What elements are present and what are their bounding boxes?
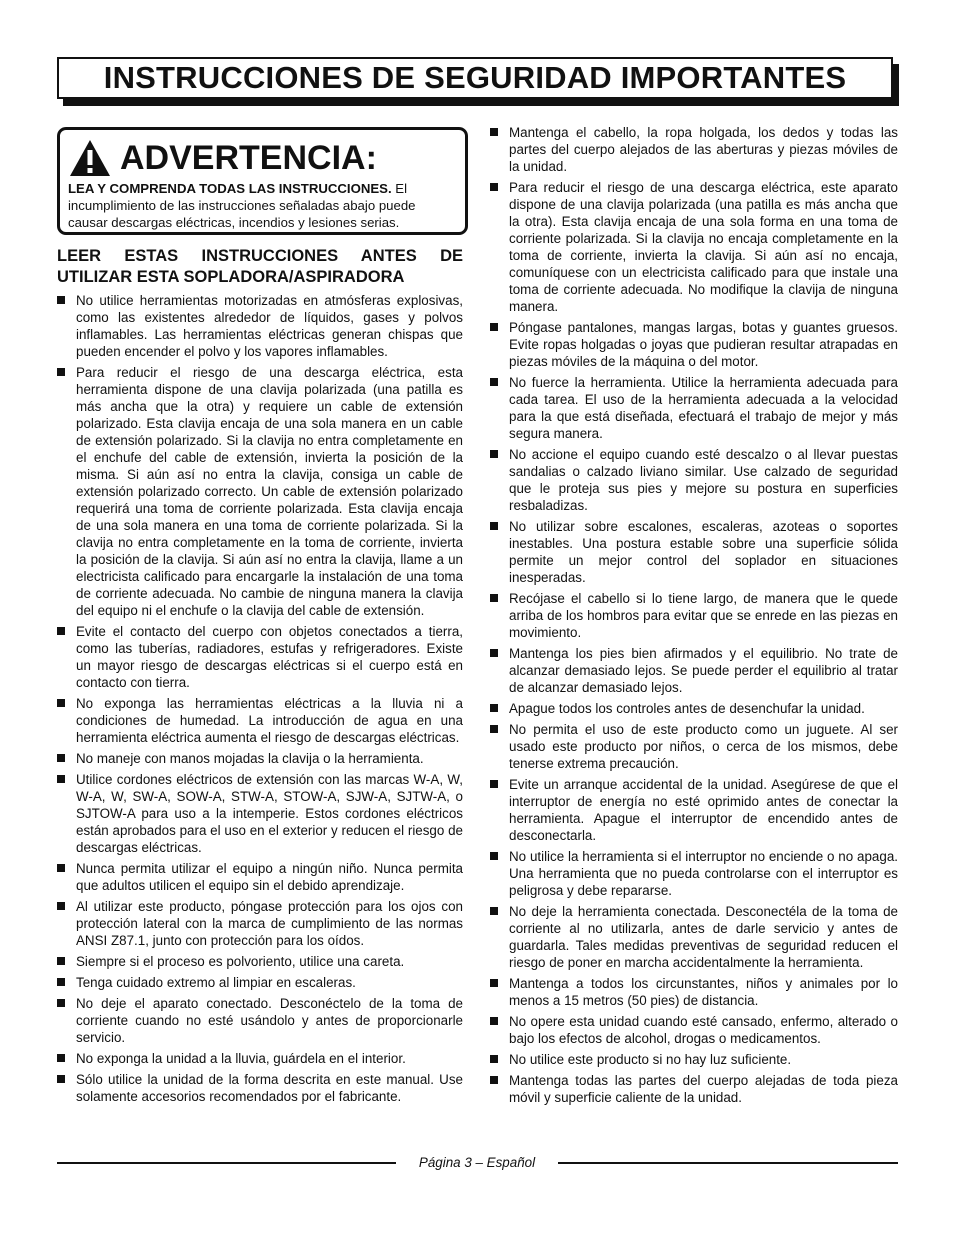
square-bullet-icon (57, 1054, 65, 1062)
warning-box (57, 127, 468, 235)
square-bullet-icon (57, 957, 65, 965)
square-bullet-icon (57, 864, 65, 872)
list-item: No exponga las herramientas eléctricas a la lluvia ni a condiciones de humedad. La introducción de agua en una herramienta eléctrica aumenta el riesgo de descargas eléctricas. (57, 695, 463, 746)
list-item: Nunca permita utilizar el equipo a ningún niño. Nunca permita que adultos utilicen el equipo sin el debido aprendizaje. (57, 860, 463, 894)
square-bullet-icon (490, 1076, 498, 1084)
square-bullet-icon (57, 296, 65, 304)
list-item: Mantenga el cabello, la ropa holgada, los dedos y todas las partes del cuerpo alejados de las aberturas y piezas móviles de la unidad. (490, 124, 898, 175)
square-bullet-icon (490, 1055, 498, 1063)
section-heading: LEER ESTAS INSTRUCCIONES ANTES DE UTILIZAR ESTA SOPLADORA/ASPIRADORA (57, 247, 463, 286)
square-bullet-icon (490, 450, 498, 458)
list-item: No accione el equipo cuando esté descalzo o al llevar puestas sandalias o calzado liviano similar. Use calzado de seguridad que le proteja sus pies y mejore su postura en superficies resbaladizas. (490, 446, 898, 514)
square-bullet-icon (57, 1075, 65, 1083)
warning-lead: LEA Y COMPRENDA TODAS LAS INSTRUCCIONES. (68, 181, 392, 196)
left-safety-list (57, 292, 463, 1109)
square-bullet-icon (490, 594, 498, 602)
warning-triangle-icon (68, 138, 112, 178)
list-item: No utilizar sobre escalones, escaleras, azoteas o soportes inestables. Una postura estable sobre una superficie sólida permite un mejor control del soplador en situaciones inesperadas. (490, 518, 898, 586)
square-bullet-icon (57, 775, 65, 783)
footer-rule-right (558, 1162, 898, 1164)
square-bullet-icon (490, 522, 498, 530)
list-item: Sólo utilice la unidad de la forma descrita en este manual. Use solamente accesorios recomendados por el fabricante. (57, 1071, 463, 1105)
square-bullet-icon (57, 902, 65, 910)
square-bullet-icon (57, 999, 65, 1007)
list-item: No maneje con manos mojadas la clavija o la herramienta. (57, 750, 463, 767)
square-bullet-icon (490, 1017, 498, 1025)
list-item: No utilice la herramienta si el interruptor no enciende o no apaga. Una herramienta que no pueda controlarse con el interruptor es peligrosa y debe repararse. (490, 848, 898, 899)
list-item: No utilice herramientas motorizadas en atmósferas explosivas, como las existentes alrededor de líquidos, gases y polvos inflamables. Las herramientas eléctricas generan chispas que pueden encender el polvo y los vapores inflamables. (57, 292, 463, 360)
list-item: No exponga la unidad a la lluvia, guárdela en el interior. (57, 1050, 463, 1067)
warning-header (68, 138, 377, 178)
square-bullet-icon (57, 368, 65, 376)
right-safety-list (490, 124, 898, 1110)
square-bullet-icon (490, 704, 498, 712)
footer-rule-left (57, 1162, 396, 1164)
square-bullet-icon (490, 378, 498, 386)
square-bullet-icon (490, 183, 498, 191)
list-item: Póngase pantalones, mangas largas, botas y guantes gruesos. Evite ropas holgadas o joyas que pudieran resultar atrapadas en piezas móviles de la máquina o del motor. (490, 319, 898, 370)
square-bullet-icon (57, 699, 65, 707)
list-item: Mantenga todas las partes del cuerpo alejadas de toda pieza móvil y superficie caliente de la unidad. (490, 1072, 898, 1106)
square-bullet-icon (490, 725, 498, 733)
list-item: No permita el uso de este producto como un juguete. Al ser usado este producto por niños, o cerca de los mismos, debe tenerse extrema precaución. (490, 721, 898, 772)
list-item: Siempre si el proceso es polvoriento, utilice una careta. (57, 953, 463, 970)
list-item: Mantenga los pies bien afirmados y el equilibrio. No trate de alcanzar demasiado lejos. Se puede perder el equilibrio al tratar de alcanzar demasiado lejos. (490, 645, 898, 696)
square-bullet-icon (490, 780, 498, 788)
square-bullet-icon (490, 649, 498, 657)
list-item: No fuerce la herramienta. Utilice la herramienta adecuada para cada tarea. El uso de la herramienta adecuada a la velocidad para la que está diseñada, efectuará el trabajo de mejor y más segura manera. (490, 374, 898, 442)
list-item: No opere esta unidad cuando esté cansado, enfermo, alterado o bajo los efectos de alcohol, drogas o medicamentos. (490, 1013, 898, 1047)
square-bullet-icon (490, 852, 498, 860)
list-item: Mantenga a todos los circunstantes, niños y animales por lo menos a 15 metros (50 pies) de distancia. (490, 975, 898, 1009)
warning-title: ADVERTENCIA: (120, 139, 377, 177)
list-item: Recójase el cabello si lo tiene largo, de manera que le quede arriba de los hombros para evitar que se enrede en las piezas en movimiento. (490, 590, 898, 641)
list-item: Evite un arranque accidental de la unidad. Asegúrese de que el interruptor de energía no esté oprimido antes de conectar la herramienta. Apague el interruptor de encendido antes de desconectarla. (490, 776, 898, 844)
list-item: No deje el aparato conectado. Desconéctelo de la toma de corriente cuando no esté usándolo y antes de proporcionarle servicio. (57, 995, 463, 1046)
list-item: Apague todos los controles antes de desenchufar la unidad. (490, 700, 898, 717)
square-bullet-icon (490, 979, 498, 987)
list-item: No deje la herramienta conectada. Desconectéla de la toma de corriente al no utilizarla, antes de darle servicio y antes de guardarla. Tales medidas preventivas de seguridad reducen el riesgo de poner en marcha accidentalmente la herramienta. (490, 903, 898, 971)
square-bullet-icon (490, 323, 498, 331)
square-bullet-icon (57, 627, 65, 635)
page-title: INSTRUCCIONES DE SEGURIDAD IMPORTANTES (103, 60, 847, 95)
warning-body-text: El incumplimiento de las instrucciones señaladas abajo puede causar descargas eléctricas, incendios y lesiones serias. (68, 181, 416, 230)
list-item: Para reducir el riesgo de una descarga eléctrica, este aparato dispone de una clavija polarizada (una patilla es más ancha que la otra). Esta clavija encaja de una sola forma en una toma de corriente polarizada. Si la clavija no encaja completamente en la toma de corriente, invierta la clavija. Si aún así no encaja, comuníquese con un electricista calificado para que instale una toma de corriente adecuada. No modifique la clavija de ninguna manera. (490, 179, 898, 315)
square-bullet-icon (57, 754, 65, 762)
square-bullet-icon (490, 128, 498, 136)
list-item: Para reducir el riesgo de una descarga eléctrica, esta herramienta dispone de una clavija polarizada (una patilla es más ancha que la otra) y requiere un cable de extensión polarizado. Esta clavija encaja de una sola manera en un cable de extensión polarizado. Si la clavija no entra completamente en el enchufe del cable de extensión, invierta la posición de la misma. Si aún así no entra la clavija, consiga un cable de extensión polarizado correcto. Un cable de extensión polarizado requerirá una toma de corriente polarizada. Esta clavija encaja de una sola manera en una toma de corriente polarizada. Si la clavija no entra completamente en la toma de corriente, invierta la posición de la clavija. Si aún así no entra la clavija, llame a un electricista calificado para encargarle la instalación de una toma de corriente adecuada. No cambie de ninguna manera la clavija del equipo ni el enchufe o la clavija del cable de extensión. (57, 364, 463, 619)
page-number: Página 3 – Español (418, 1155, 536, 1170)
list-item: Evite el contacto del cuerpo con objetos conectados a tierra, como las tuberías, radiadores, estufas y refrigeradores. Existe un mayor riesgo de descargas eléctricas si el cuerpo está en contacto con tierra. (57, 623, 463, 691)
list-item: Utilice cordones eléctricos de extensión con las marcas W-A, W, W-A, W, SW-A, SOW-A, STW-A, STOW-A, SJW-A, SJTW-A, o SJTOW-A para uso a la intemperie. Estos cordones eléctricos están aprobados para el uso en el exterior y reducen el riesgo de descargas eléctricas. (57, 771, 463, 856)
list-item: Al utilizar este producto, póngase protección para los ojos con protección lateral con la marca de cumplimiento de las normas ANSI Z87.1, junto con protección para los oídos. (57, 898, 463, 949)
list-item: Tenga cuidado extremo al limpiar en escaleras. (57, 974, 463, 991)
square-bullet-icon (490, 907, 498, 915)
square-bullet-icon (57, 978, 65, 986)
warning-text (68, 180, 458, 231)
list-item: No utilice este producto si no hay luz suficiente. (490, 1051, 898, 1068)
page-title-bar (57, 57, 893, 99)
